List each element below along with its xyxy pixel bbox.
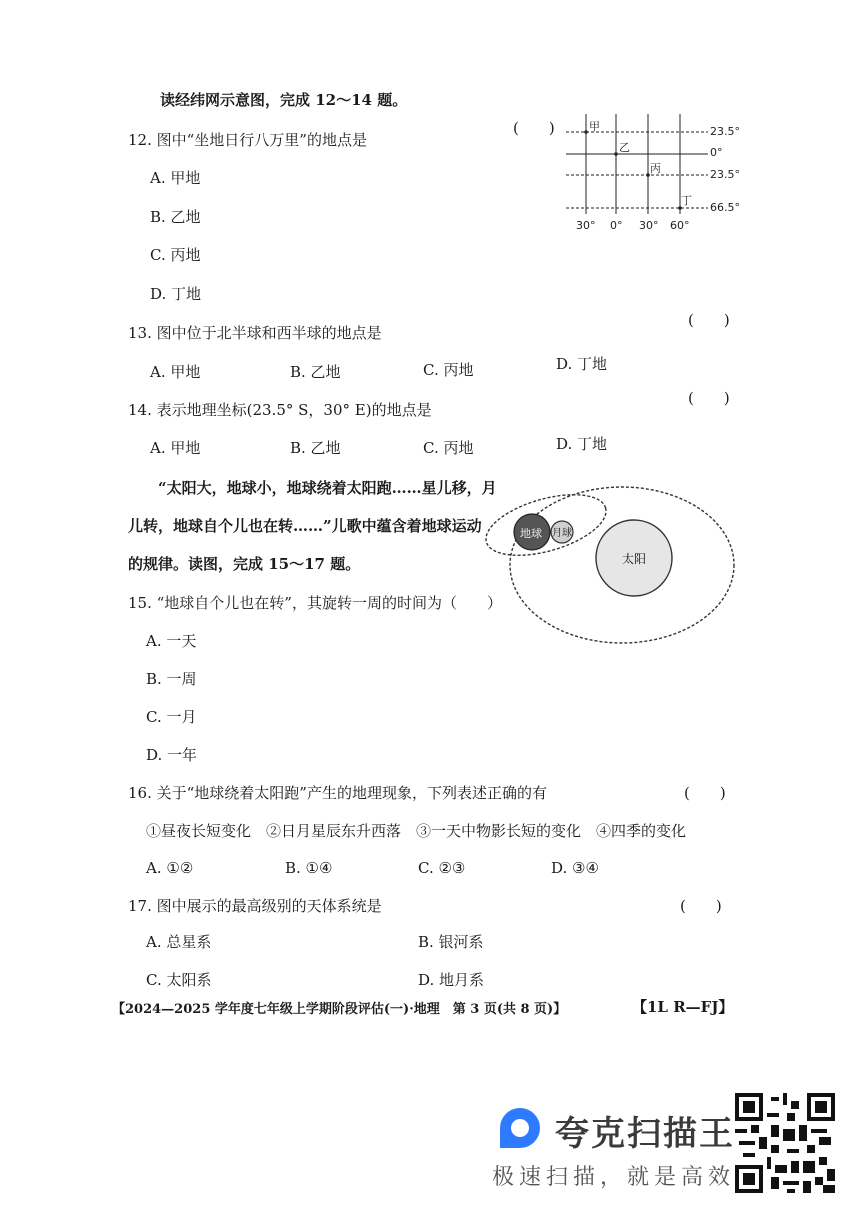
song-intro-line-3: 的规律。读图，完成 15～17 题。 [128,555,361,573]
grid-point-bing: 丙 [650,162,661,175]
page-footer-code: 【1L R—FJ】 [632,998,734,1016]
lat-label-1: 23.5° [710,125,740,138]
question-14-option-b: B. 乙地 [290,439,341,457]
intro-text: 读经纬网示意图，完成 12～14 题。 [160,91,408,109]
question-16-option-c: C. ②③ [418,859,466,877]
question-14-stem: 14. 表示地理坐标(23.5° S，30° E)的地点是 [128,401,432,419]
question-14-option-a: A. 甲地 [150,439,201,457]
question-13-stem: 13. 图中位于北半球和西半球的地点是 [128,324,382,342]
question-16-answer-paren: ( ) [684,784,726,802]
question-13-option-d: D. 丁地 [556,355,608,373]
question-13-option-b: B. 乙地 [290,363,341,381]
question-15-option-a: A. 一天 [146,632,197,650]
question-14-answer-paren: ( ) [688,389,730,407]
earth-moon-sun-diagram [474,470,744,670]
question-16-stem: 16. 关于“地球绕着太阳跑”产生的地理现象，下列表述正确的有 [128,784,547,802]
lon-label-1: 30° [576,219,596,232]
question-12-answer-paren: ( ) [513,119,555,137]
song-intro-line-2: 儿转，地球自个儿也在转……”儿歌中蕴含着地球运动 [128,517,482,535]
question-17-option-c: C. 太阳系 [146,971,212,989]
lon-label-3: 30° [639,219,659,232]
sun-label: 太阳 [622,552,647,566]
question-14-option-c: C. 丙地 [423,439,474,457]
question-13-option-a: A. 甲地 [150,363,201,381]
question-13-option-c: C. 丙地 [423,361,474,379]
question-16-option-a: A. ①② [146,859,194,877]
question-16-statements: ①昼夜长短变化 ②日月星辰东升西落 ③一天中物影长短的变化 ④四季的变化 [146,822,687,840]
lat-lon-grid-diagram [558,112,758,237]
question-12-option-d: D. 丁地 [150,285,202,303]
scanner-slogan: 极速扫描，就是高效 [492,1165,736,1190]
grid-point-ding: 丁 [681,194,692,207]
question-17-option-a: A. 总星系 [146,933,212,951]
lon-label-2: 0° [610,219,623,232]
song-intro-line-1: “太阳大，地球小，地球绕着太阳跑……星儿移，月 [158,479,497,497]
question-12-option-b: B. 乙地 [150,208,201,226]
lon-label-4: 60° [670,219,690,232]
question-15-stem: 15. “地球自个儿也在转”，其旋转一周的时间为（ ） [128,594,502,612]
question-15-option-c: C. 一月 [146,708,197,726]
question-17-option-b: B. 银河系 [418,933,484,951]
question-16-option-d: D. ③④ [551,859,599,877]
lat-label-2: 0° [710,146,723,159]
qr-code-icon [735,1093,835,1193]
grid-point-jia: 甲 [589,120,600,133]
scanner-brand-name: 夸克扫描王 [555,1114,735,1154]
question-13-answer-paren: ( ) [688,311,730,329]
question-17-stem: 17. 图中展示的最高级别的天体系统是 [128,897,382,915]
question-15-option-d: D. 一年 [146,746,198,764]
question-12-option-c: C. 丙地 [150,246,201,264]
earth-label: 地球 [520,527,542,540]
question-16-option-b: B. ①④ [285,859,333,877]
page-footer-info: 【2024—2025 学年度七年级上学期阶段评估(一)·地理 第 3 页(共 8 页)】 [112,1002,567,1017]
question-15-option-b: B. 一周 [146,670,197,688]
moon-label: 月球 [552,528,572,539]
question-12-option-a: A. 甲地 [150,169,201,187]
question-14-option-d: D. 丁地 [556,435,608,453]
scanner-logo-icon [492,1100,548,1156]
grid-point-yi: 乙 [619,141,630,154]
question-17-option-d: D. 地月系 [418,971,485,989]
lat-label-3: 23.5° [710,168,740,181]
lat-label-4: 66.5° [710,201,740,214]
question-17-answer-paren: ( ) [680,897,722,915]
question-12-stem: 12. 图中“坐地日行八万里”的地点是 [128,131,367,149]
